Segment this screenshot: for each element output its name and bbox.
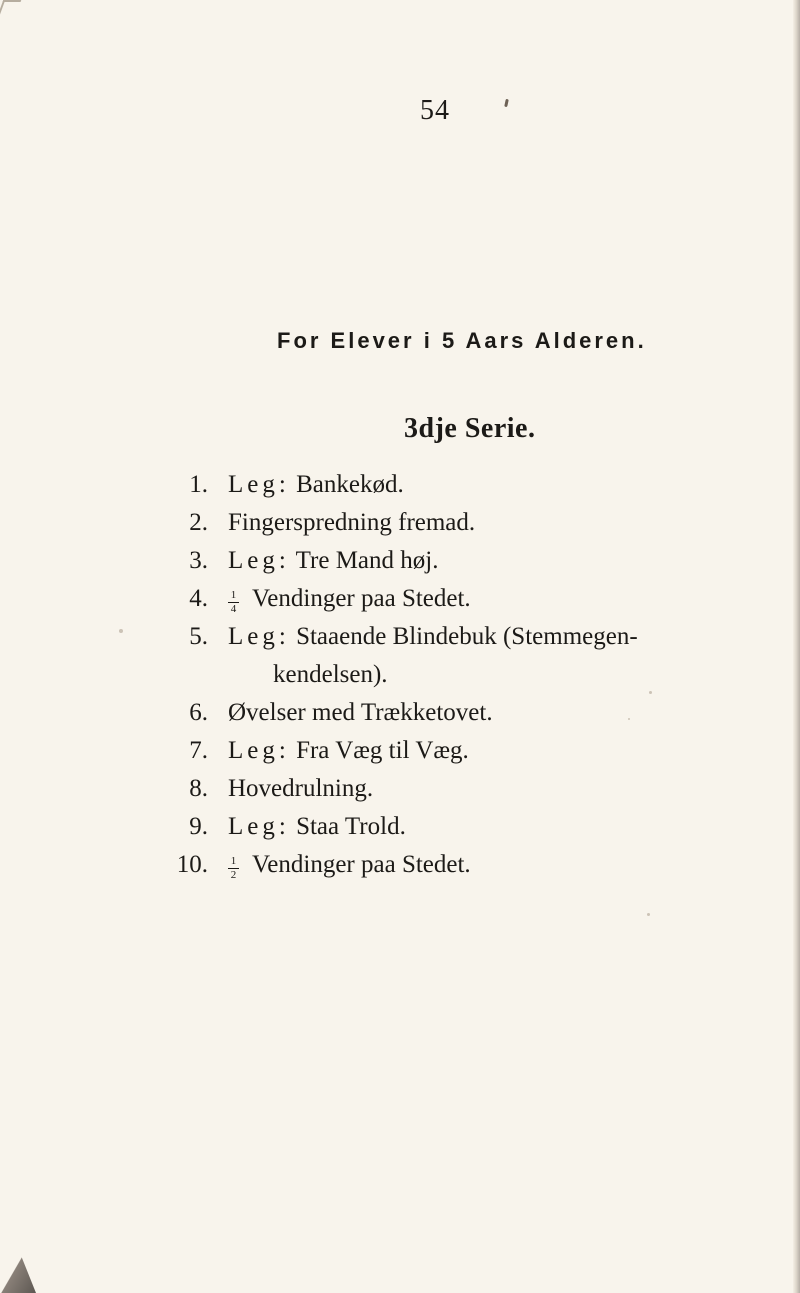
exercise-number: 9. bbox=[189, 813, 208, 840]
fraction-denominator: 2 bbox=[230, 868, 237, 881]
exercise-text-continuation bbox=[273, 656, 388, 694]
exercise-text bbox=[228, 770, 373, 808]
exercise-text-segment: Fra Væg til Væg. bbox=[289, 737, 469, 764]
exercise-text-segment: Vendinger paa Stedet. bbox=[252, 585, 471, 612]
exercise-list-item bbox=[0, 466, 800, 504]
exercise-text-segment: Tre Mand høj. bbox=[289, 547, 439, 574]
fraction-numerator: 1 bbox=[230, 588, 237, 601]
paper-speck bbox=[649, 691, 652, 694]
exercise-text bbox=[228, 542, 438, 580]
exercise-list-item bbox=[0, 580, 800, 618]
exercise-text bbox=[228, 846, 471, 884]
exercise-list-item bbox=[0, 808, 800, 846]
paper-speck bbox=[647, 913, 650, 916]
exercise-text bbox=[228, 580, 471, 618]
exercise-number: 2. bbox=[189, 509, 208, 536]
exercise-text-segment: kendelsen). bbox=[273, 661, 388, 688]
fraction-mark bbox=[228, 588, 239, 615]
exercise-number: 7. bbox=[189, 737, 208, 764]
exercise-list-item bbox=[0, 770, 800, 808]
exercise-list-item bbox=[0, 542, 800, 580]
exercise-text-segment: Staa Trold. bbox=[289, 813, 406, 840]
exercise-text bbox=[228, 504, 475, 542]
play-label: Leg: bbox=[228, 471, 290, 498]
series-title: 3dje Serie. bbox=[404, 413, 536, 444]
exercise-text bbox=[228, 732, 469, 770]
play-label: Leg: bbox=[228, 813, 290, 840]
exercise-text-segment: Bankekød. bbox=[289, 471, 404, 498]
exercise-list bbox=[0, 466, 800, 884]
exercise-text-segment: Hovedrulning. bbox=[228, 775, 374, 802]
play-label: Leg: bbox=[228, 737, 290, 764]
exercise-list-item bbox=[0, 846, 800, 884]
exercise-text-segment: Staaende Blindebuk (Stemmegen- bbox=[289, 623, 638, 650]
exercise-list-item bbox=[0, 618, 800, 656]
exercise-number: 5. bbox=[189, 623, 208, 650]
exercise-list-item bbox=[0, 656, 800, 694]
fraction-numerator: 1 bbox=[230, 854, 237, 867]
play-label: Leg: bbox=[228, 623, 290, 650]
exercise-number: 1. bbox=[189, 471, 208, 498]
exercise-text bbox=[228, 618, 638, 656]
exercise-text-segment: Øvelser med Trækketovet. bbox=[228, 699, 493, 726]
exercise-list-item bbox=[0, 694, 800, 732]
corner-page-fold bbox=[0, 0, 21, 18]
bottom-corner-shadow bbox=[0, 1203, 36, 1293]
section-title: For Elever i 5 Aars Alderen. bbox=[277, 328, 647, 353]
print-mark bbox=[504, 99, 509, 107]
exercise-number: 8. bbox=[189, 775, 208, 802]
exercise-list-item bbox=[0, 504, 800, 542]
paper-speck bbox=[119, 629, 123, 633]
exercise-number: 3. bbox=[189, 547, 208, 574]
page-number: 54 bbox=[420, 95, 450, 126]
exercise-number: 10. bbox=[176, 851, 208, 878]
exercise-text bbox=[228, 808, 406, 846]
fraction-denominator: 4 bbox=[230, 602, 237, 615]
exercise-text bbox=[228, 694, 493, 732]
paper-speck bbox=[628, 718, 630, 720]
exercise-text-segment: Fingerspredning fremad. bbox=[228, 509, 476, 536]
exercise-number: 6. bbox=[189, 699, 208, 726]
exercise-number: 4. bbox=[189, 585, 208, 612]
exercise-list-item bbox=[0, 732, 800, 770]
exercise-text-segment: Vendinger paa Stedet. bbox=[252, 851, 471, 878]
fraction-mark bbox=[228, 854, 239, 881]
play-label: Leg: bbox=[228, 547, 290, 574]
exercise-text bbox=[228, 466, 404, 504]
